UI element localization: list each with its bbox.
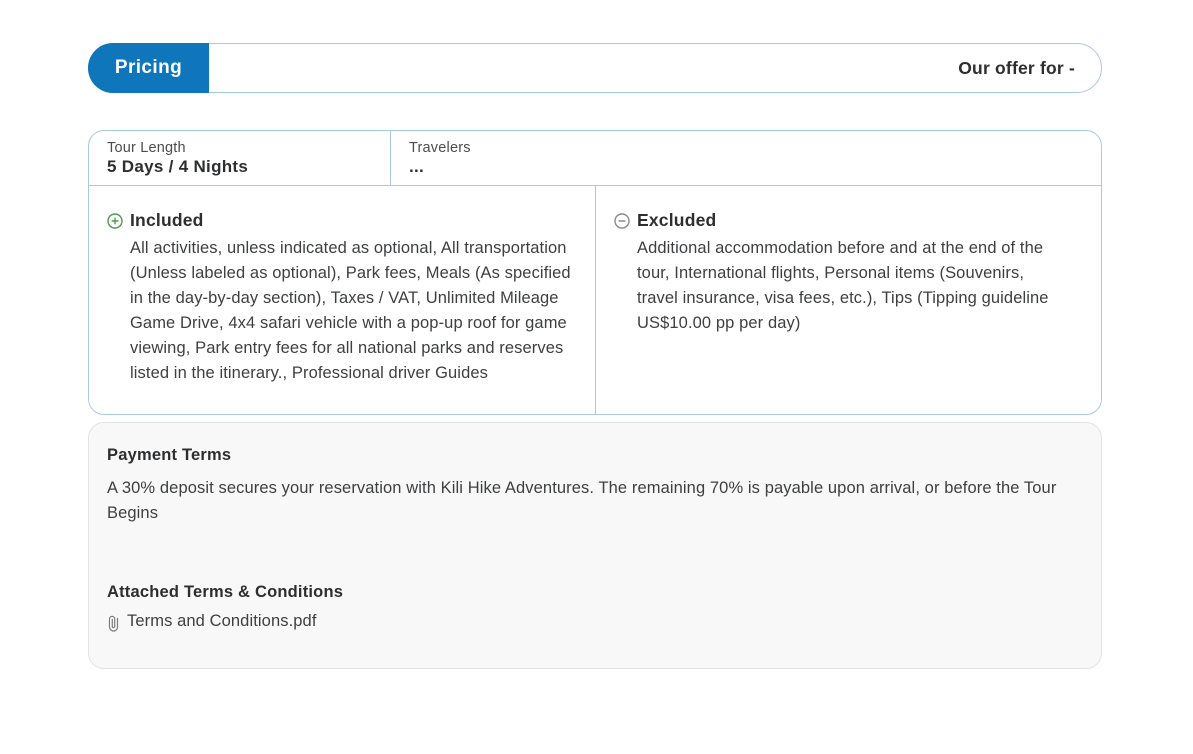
included-section: [89, 186, 596, 414]
payment-terms-box: [88, 422, 1102, 669]
tab-pricing[interactable]: [88, 43, 209, 93]
travelers-label: Travelers: [409, 140, 471, 156]
tour-length-cell: [89, 131, 391, 185]
excluded-heading: [614, 210, 1079, 231]
attached-terms-section: [107, 583, 1083, 631]
excluded-text: Additional accommodation before and at the end of the tour, International flights, Personal items (Souvenirs, travel insurance, visa fees, etc.), Tips (Tipping guideline US$10.00 pp per day): [637, 239, 1049, 332]
payment-terms-text: A 30% deposit secures your reservation with Kili Hike Adventures. The remaining 70% is payable upon arrival, or before the Tour Begins: [107, 479, 1057, 522]
included-title: Included: [130, 210, 204, 230]
included-heading: [107, 210, 573, 231]
attached-terms-title: Attached Terms & Conditions: [107, 583, 344, 601]
pricing-header-bar: [88, 43, 1102, 93]
tour-summary-row: [89, 131, 1101, 186]
pricing-page: [88, 43, 1102, 669]
tour-details-box: [88, 130, 1102, 415]
payment-terms-title: Payment Terms: [107, 446, 232, 464]
inclusions-row: [89, 186, 1101, 414]
tour-length-label: Tour Length: [107, 140, 186, 156]
travelers-cell: [391, 131, 1101, 185]
attachment-link[interactable]: [107, 612, 317, 631]
included-text: All activities, unless indicated as optional, All transportation (Unless labeled as optional), Park fees, Meals (As specified in the day-by-day section), Taxes / VAT, Unlimited Mileage Game Drive, 4x4 safari vehicle with a pop-up roof for game viewing, Park entry fees for all national parks and reserves listed in the itinerary., Professional driver Guides: [130, 239, 571, 382]
travelers-value: ...: [409, 157, 425, 176]
tour-length-value: 5 Days / 4 Nights: [107, 157, 249, 176]
paperclip-icon: [107, 614, 120, 630]
minus-circle-icon: [614, 213, 630, 229]
attachment-file-name: Terms and Conditions.pdf: [127, 612, 317, 630]
excluded-title: Excluded: [637, 210, 717, 230]
plus-circle-icon: [107, 213, 123, 229]
offer-for-label: Our offer for -: [958, 57, 1075, 78]
pricing-tab-label: Pricing: [114, 57, 183, 78]
excluded-section: [596, 186, 1101, 414]
